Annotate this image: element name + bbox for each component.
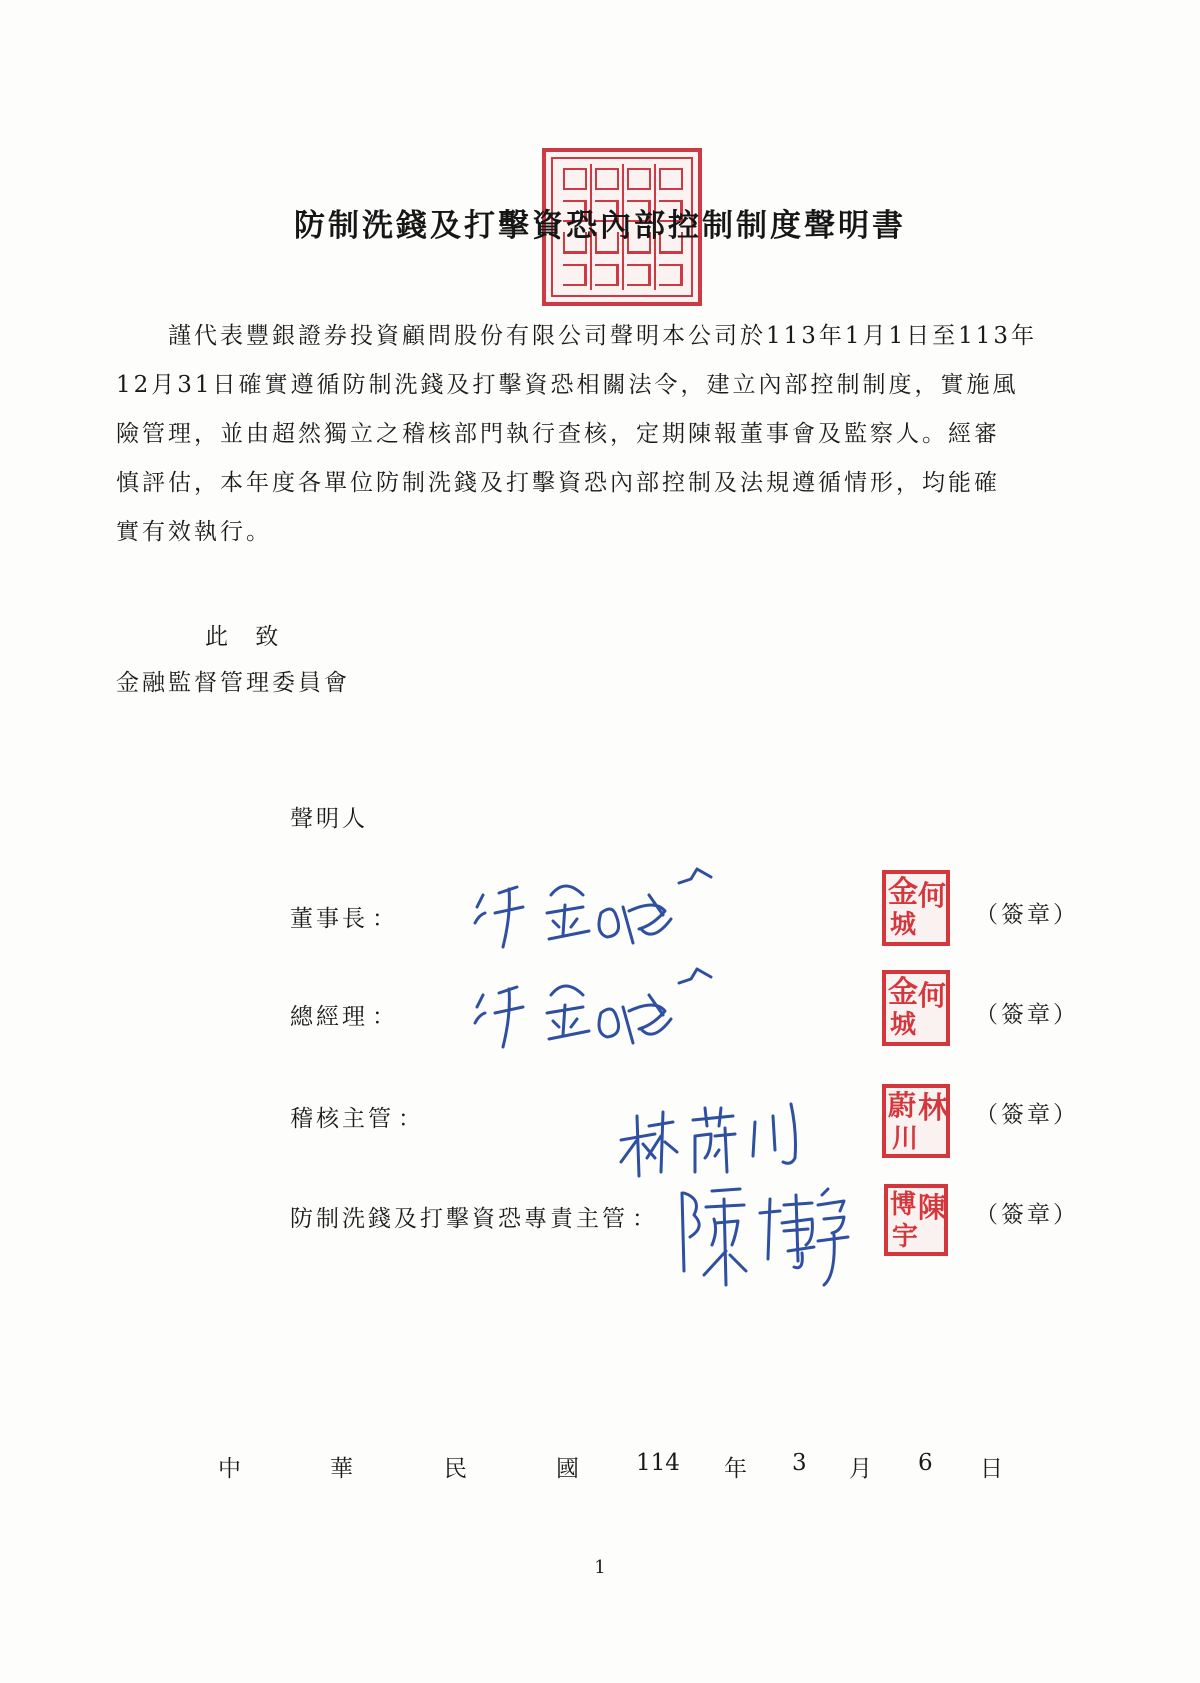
- handwritten-signature-chairman: [465, 855, 725, 965]
- paragraph-line: 12月31日確實遵循防制洗錢及打擊資恐相關法令，建立內部控制制度，實施風: [116, 372, 1019, 398]
- date-year: 114: [636, 1450, 680, 1476]
- role-label: 董事長: [290, 906, 368, 932]
- date-month: 3: [792, 1450, 807, 1476]
- signatory-role-general-manager: [290, 998, 398, 1031]
- handwritten-signature-chief-auditor: [615, 1092, 815, 1182]
- signatory-role-aml-officer: [290, 1200, 658, 1233]
- date-day: 6: [918, 1450, 933, 1476]
- seal-glyph: 城: [890, 910, 917, 940]
- declarant-label: 聲明人: [290, 806, 368, 832]
- date-day-unit: 日: [980, 1456, 1003, 1482]
- seal-glyph: 何: [918, 979, 947, 1012]
- date-era-char: 民: [444, 1456, 467, 1482]
- signature-note: （簽章）: [975, 1202, 1079, 1228]
- seal-glyph: 金: [888, 975, 918, 1010]
- seal-glyph: 蔚: [888, 1089, 917, 1122]
- role-label: 稽核主管: [290, 1106, 394, 1132]
- personal-seal-general-manager: [882, 970, 950, 1046]
- seal-glyph: 陳: [918, 1191, 947, 1224]
- date-era-char: 中: [218, 1456, 241, 1482]
- date-month-unit: 月: [849, 1456, 872, 1482]
- seal-glyph: 何: [918, 879, 947, 912]
- personal-seal-chief-auditor: [882, 1084, 950, 1158]
- role-label: 總經理: [290, 1004, 368, 1030]
- handwritten-signature-aml-officer: [672, 1175, 852, 1290]
- seal-glyph: 川: [892, 1124, 919, 1154]
- seal-glyph: 宇: [892, 1222, 919, 1252]
- declaration-paragraph: [116, 312, 1084, 557]
- role-colon: ：: [398, 1106, 424, 1132]
- role-colon: ：: [372, 906, 398, 932]
- seal-glyph: 城: [890, 1010, 917, 1040]
- seal-glyph: 金: [888, 875, 918, 910]
- paragraph-line: 險管理，並由超然獨立之稽核部門執行查核，定期陳報董事會及監察人。經審: [116, 421, 1000, 447]
- personal-seal-aml-officer: [884, 1184, 948, 1256]
- handwritten-signature-general-manager: [465, 955, 725, 1065]
- seal-glyph: 博: [890, 1190, 917, 1220]
- paragraph-line: 慎評估，本年度各單位防制洗錢及打擊資恐內部控制及法規遵循情形，均能確: [116, 470, 1000, 496]
- role-colon: ：: [372, 1004, 398, 1030]
- signature-note: （簽章）: [975, 1002, 1079, 1028]
- recipient: 金融監督管理委員會: [116, 670, 350, 696]
- signatory-role-chief-auditor: [290, 1100, 424, 1133]
- document-title: 防制洗錢及打擊資恐內部控制制度聲明書: [294, 208, 906, 244]
- signature-note: （簽章）: [975, 1102, 1079, 1128]
- signatory-role-chairman: [290, 900, 398, 933]
- date-year-unit: 年: [724, 1456, 747, 1482]
- paragraph-line: 實有效執行。: [116, 519, 272, 545]
- closing-phrase: 此 致: [205, 624, 289, 650]
- signature-note: （簽章）: [975, 902, 1079, 928]
- role-label: 防制洗錢及打擊資恐專責主管: [290, 1206, 628, 1232]
- seal-glyph: 林: [918, 1091, 948, 1126]
- date-era-char: 華: [330, 1456, 353, 1482]
- role-colon: ：: [632, 1206, 658, 1232]
- page-number: 1: [594, 1557, 606, 1578]
- personal-seal-chairman: [882, 870, 950, 946]
- date-era-char: 國: [556, 1456, 579, 1482]
- paragraph-line: 謹代表豐銀證券投資顧問股份有限公司聲明本公司於113年1月1日至113年: [116, 323, 1038, 349]
